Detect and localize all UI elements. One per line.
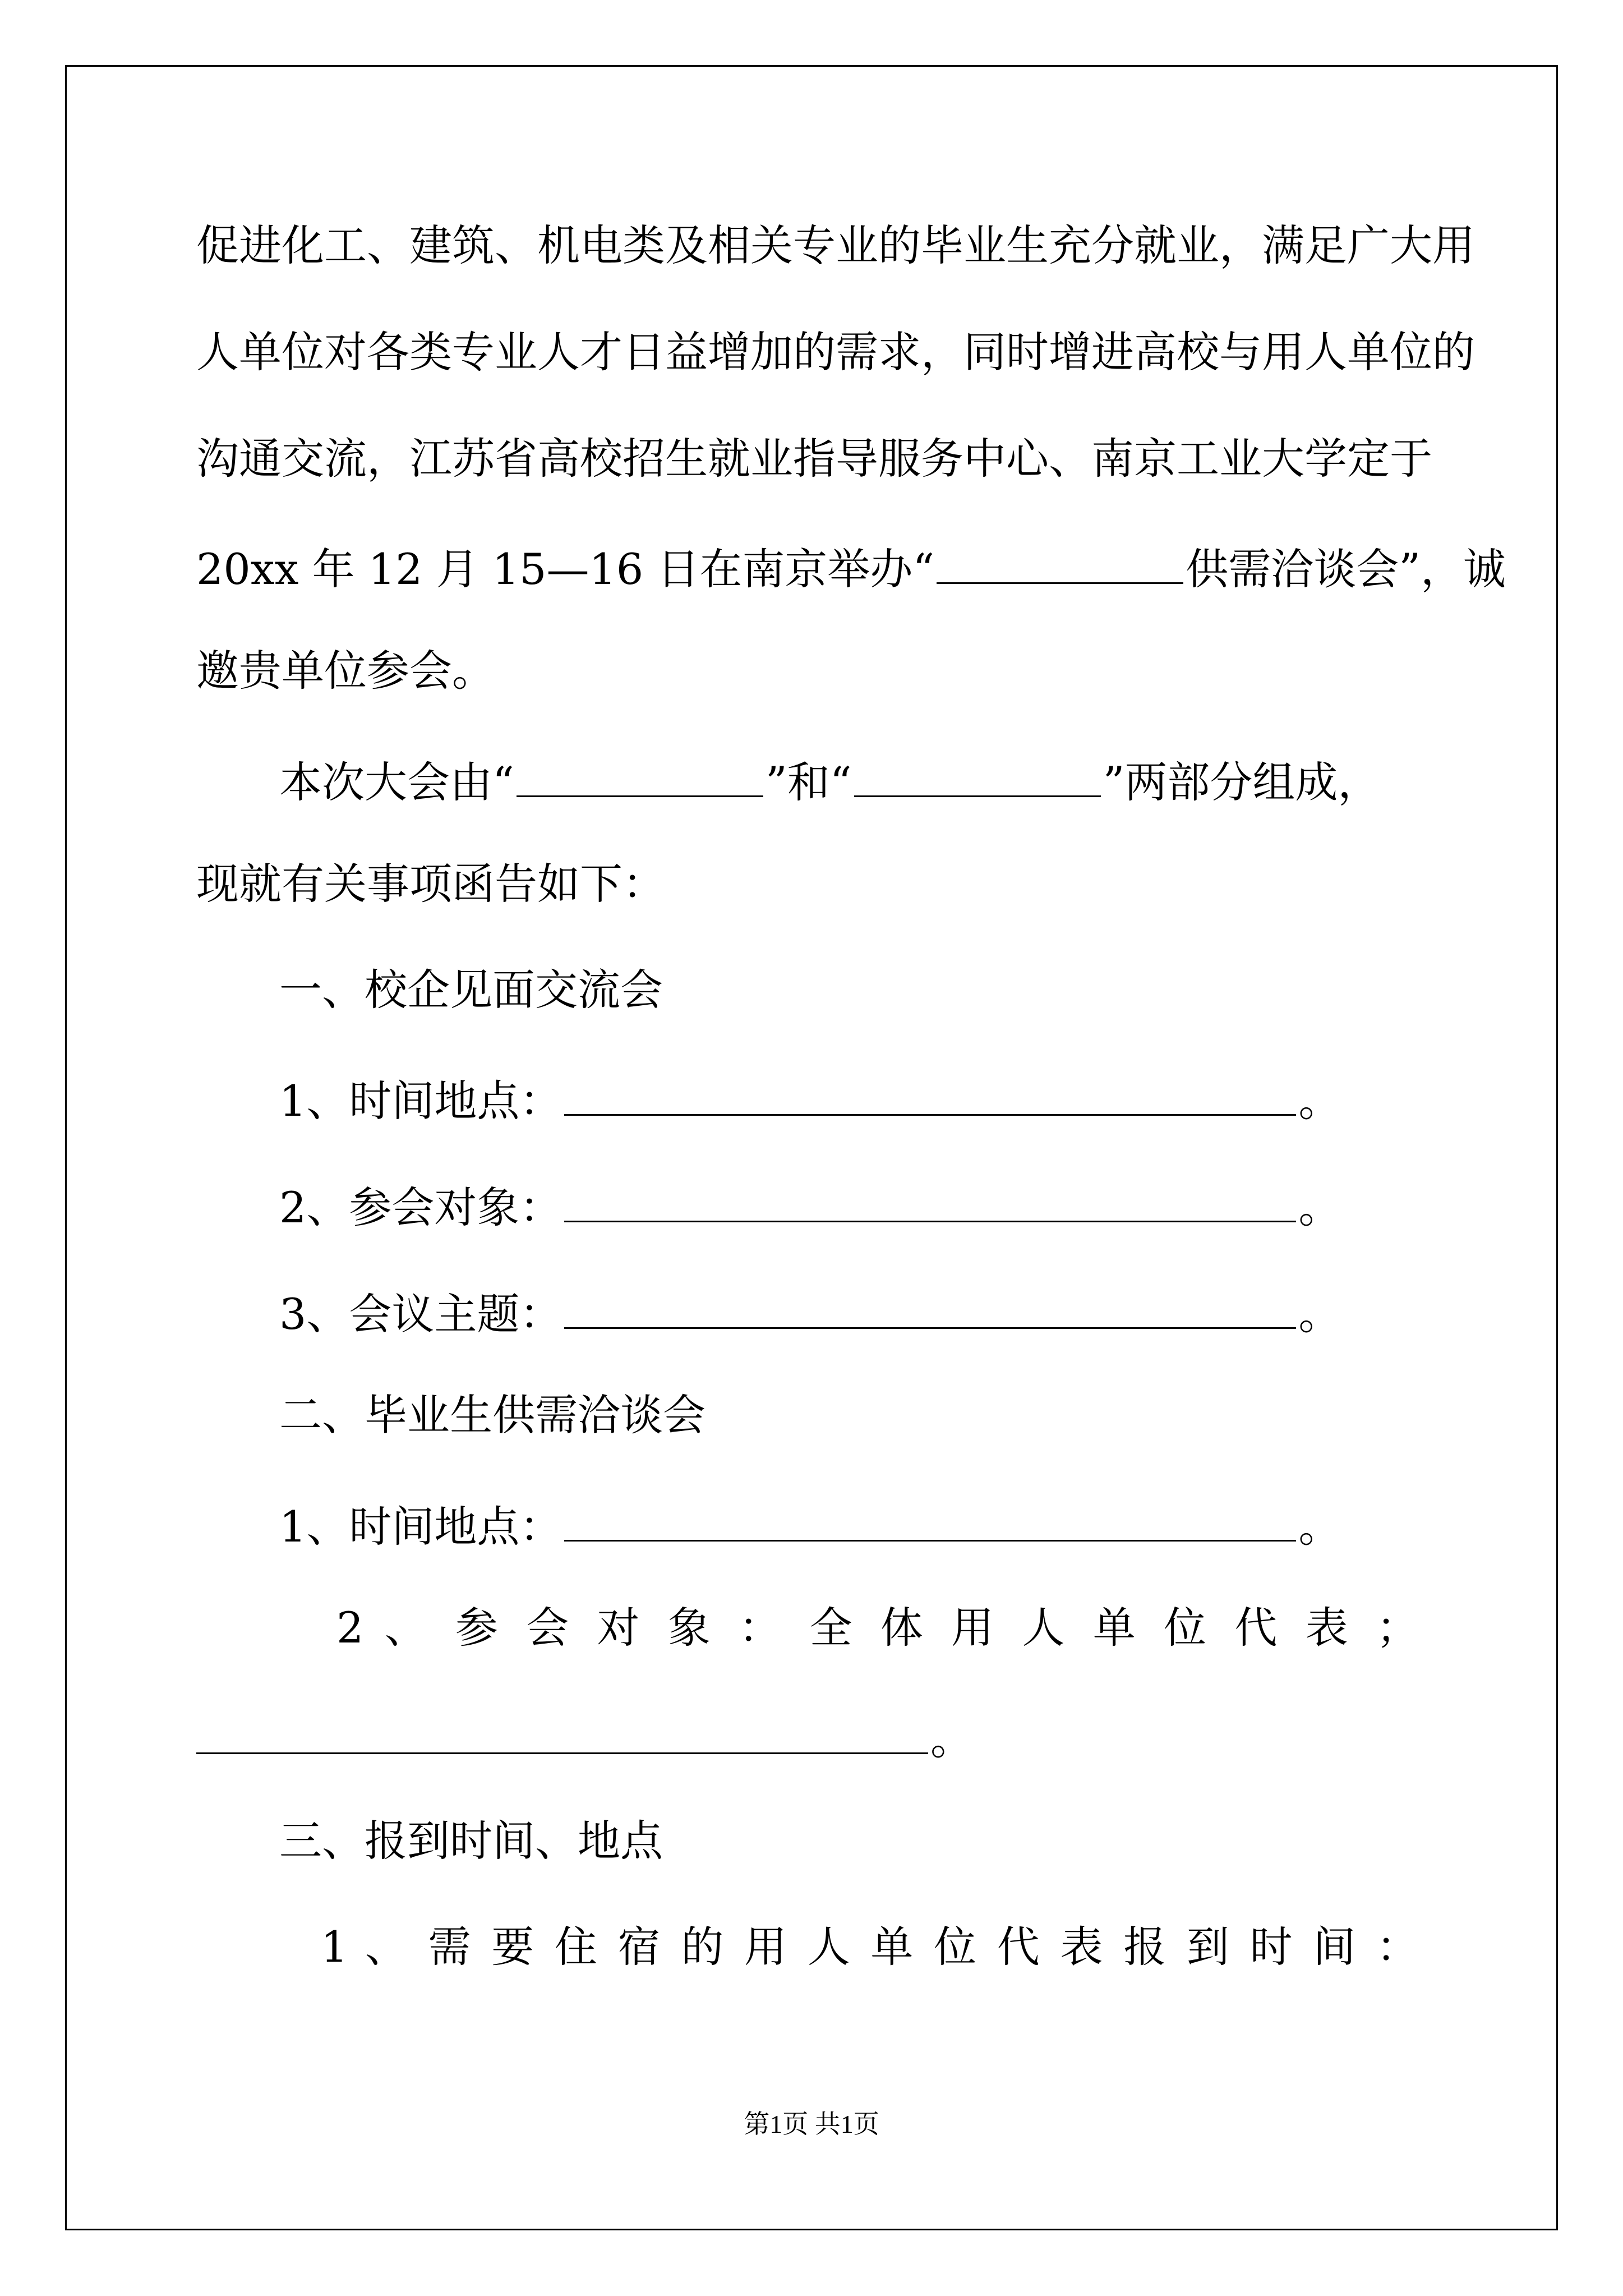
compose-line-2: 现就有关事项函告如下： <box>196 859 665 909</box>
page-border <box>65 65 1558 2230</box>
section-2-heading: 二、毕业生供需洽谈会 <box>279 1390 706 1440</box>
section-1-item-2-label: 2、参会对象： <box>279 1182 562 1232</box>
fill-blank-event-name <box>937 543 1183 584</box>
section-1-heading: 一、校企见面交流会 <box>279 965 663 1015</box>
page-footer: 第1页 共1页 <box>744 2110 879 2138</box>
intro-line-5: 邀贵单位参会。 <box>196 646 495 696</box>
section-2-item-1-label: 1、时间地点： <box>279 1502 562 1552</box>
fill-blank-part-1 <box>517 756 763 797</box>
period: 。 <box>930 1714 973 1764</box>
intro-line-1: 促进化工、建筑、机电类及相关专业的毕业生充分就业，满足广大用 <box>196 220 1475 270</box>
fill-blank-attendees <box>564 1181 1296 1222</box>
intro-line-2: 人单位对各类专业人才日益增加的需求，同时增进高校与用人单位的 <box>196 327 1475 377</box>
section-1-item-1 <box>279 1075 1341 1126</box>
section-2-item-2-line-1: 2 、 参 会 对 象 ： 全 体 用 人 单 位 代 表 ； <box>336 1603 1419 1653</box>
section-1-item-2 <box>279 1181 1341 1232</box>
section-3-heading: 三、报到时间、地点 <box>279 1816 663 1866</box>
period: 。 <box>1298 1289 1341 1339</box>
fill-blank-part-2 <box>854 756 1101 797</box>
compose-text-c: ”两部分组成， <box>1103 757 1381 807</box>
intro-line-4 <box>196 543 1506 594</box>
fill-blank-attendees-detail <box>196 1713 928 1754</box>
intro-line-4-end: 供需洽谈会”，诚 <box>1186 544 1506 594</box>
fill-blank-time-place <box>564 1075 1296 1116</box>
section-1-item-1-label: 1、时间地点： <box>279 1076 562 1126</box>
period: 。 <box>1298 1076 1341 1126</box>
compose-text-b: ”和“ <box>765 757 852 807</box>
section-3-item-1-line-1: 1 、 需 要 住 宿 的 用 人 单 位 代 表 报 到 时 间 ： <box>321 1922 1419 1972</box>
section-1-item-3-label: 3、会议主题： <box>279 1289 562 1339</box>
intro-line-3: 沟通交流，江苏省高校招生就业指导服务中心、南京工业大学定于 <box>196 434 1432 484</box>
fill-blank-time-place <box>564 1501 1296 1542</box>
period: 。 <box>1298 1502 1341 1552</box>
compose-text-a: 本次大会由“ <box>279 757 514 807</box>
compose-line-1 <box>279 756 1381 807</box>
section-1-item-3 <box>279 1288 1341 1339</box>
fill-blank-theme <box>564 1288 1296 1329</box>
section-2-item-1 <box>279 1501 1341 1552</box>
intro-line-4-start: 20xx 年 12 月 15—16 日在南京举办“ <box>196 544 935 594</box>
section-2-item-2-line-2 <box>196 1713 973 1764</box>
period: 。 <box>1298 1182 1341 1232</box>
